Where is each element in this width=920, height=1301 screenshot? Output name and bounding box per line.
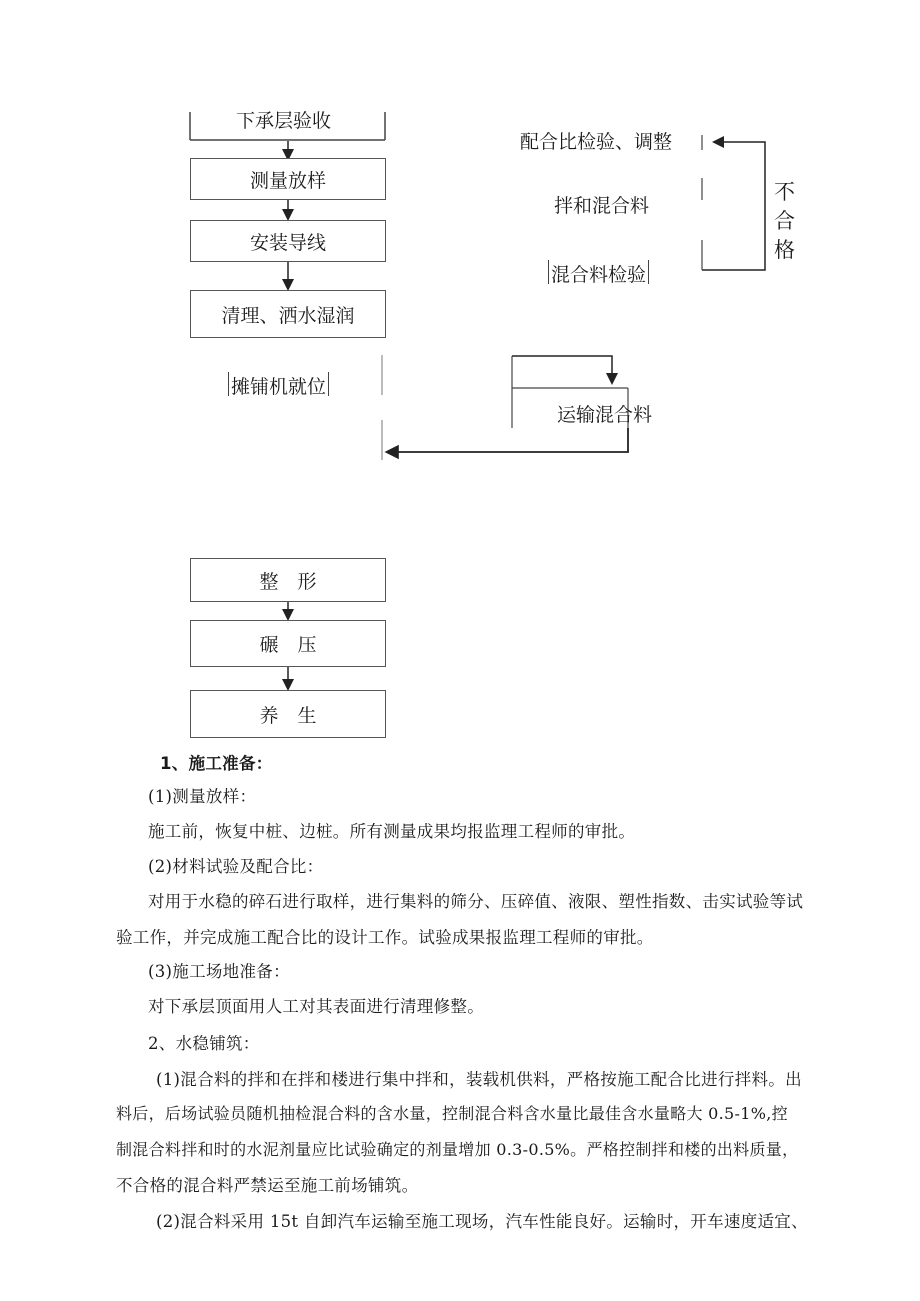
step-survey-label: 测量放样 — [249, 169, 326, 192]
step-curing-box — [190, 690, 386, 738]
paving-p1-line3: 制混合料拌和时的水泥剂量应比试验确定的剂量增加 0.3-0.5%。严格控制拌和楼的出料质量， — [116, 1140, 799, 1159]
paver-label: 摊铺机就位 — [231, 376, 327, 398]
step-rolling-box — [190, 620, 386, 667]
heading-paving: 2、水稳铺筑： — [148, 1034, 260, 1053]
step-rolling-label: 碾 压 — [259, 634, 317, 656]
mix-step-adjust: 配合比检验、调整 — [520, 131, 673, 153]
step-base-acceptance: 下承层验收 — [236, 110, 332, 132]
paving-p1-line1: (1)混合料的拌和在拌和楼进行集中拌和，装载机供料，严格按施工配合比进行拌料。出 — [156, 1070, 802, 1089]
step-clean-wet-box — [190, 290, 386, 338]
reject-loop-arrow — [702, 142, 765, 270]
step-survey-box — [190, 158, 386, 200]
step-clean-wet-label: 清理、洒水湿润 — [221, 304, 355, 327]
arrow-to-transport — [512, 356, 612, 382]
step-shaping-box — [190, 558, 386, 602]
section-site-body: 对下承层顶面用人工对其表面进行清理修整。 — [148, 997, 484, 1016]
section-survey-body: 施工前，恢复中桩、边桩。所有测量成果均报监理工程师的审批。 — [148, 822, 636, 841]
step-curing-label: 养 生 — [259, 704, 317, 727]
section-site-title: (3)施工场地准备： — [148, 962, 290, 981]
reject-char-3: 格 — [774, 238, 795, 262]
section-material-line2: 验工作，并完成施工配合比的设计工作。试验成果报监理工程师的审批。 — [116, 928, 654, 947]
paving-p1-line2: 料后，后场试验员随机抽检混合料的含水量，控制混合料含水量比最佳含水量略大 0.5-1%,控 — [116, 1104, 788, 1123]
section-survey-title: (1)测量放样： — [148, 787, 257, 806]
paver-box — [228, 372, 329, 396]
arrow-to-paver — [388, 428, 628, 452]
heading-preparation: 1、施工准备： — [160, 754, 273, 773]
step-guide-wire-box — [190, 220, 386, 262]
reject-char-1: 不 — [774, 180, 795, 204]
step-shaping-label: 整 形 — [259, 570, 317, 593]
mix-step-inspection: 混合料检验 — [551, 264, 647, 286]
step-guide-wire-label: 安装导线 — [249, 231, 326, 254]
paving-p2-line1: (2)混合料采用 15t 自卸汽车运输至施工现场，汽车性能良好。运输时，开车速度适宜、 — [156, 1212, 808, 1231]
section-material-title: (2)材料试验及配合比： — [148, 857, 324, 876]
mix-step-mixing: 拌和混合料 — [554, 195, 650, 217]
mix-inspection-box — [548, 260, 649, 284]
section-material-line1: 对用于水稳的碎石进行取样，进行集料的筛分、压碎值、液限、塑性指数、击实试验等试 — [148, 892, 804, 911]
paving-p1-line4: 不合格的混合料严禁运至施工前场铺筑。 — [116, 1176, 419, 1195]
reject-char-2: 合 — [774, 209, 795, 233]
transport-label: 运输混合料 — [557, 404, 653, 426]
